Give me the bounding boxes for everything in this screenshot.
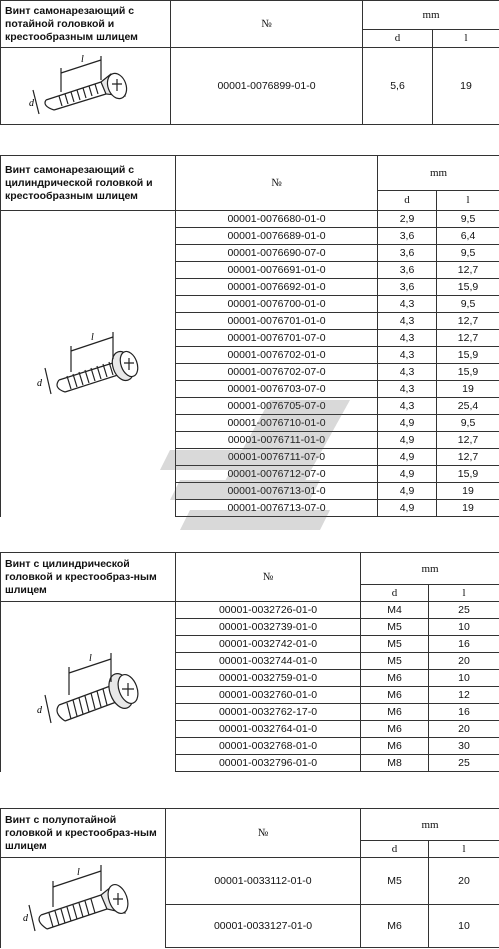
length-value: 15,9 <box>437 347 499 364</box>
parts-table <box>0 155 499 517</box>
section-raised-countersunk-machine-screw <box>0 808 499 948</box>
pan-head-screw-icon <box>1 304 176 424</box>
diameter-value: M6 <box>361 905 429 948</box>
section-countersunk-self-tapping <box>0 0 499 125</box>
diameter-value: M5 <box>361 636 429 653</box>
part-number: 00001-0033127-01-0 <box>166 905 361 948</box>
screw-illustration <box>1 211 176 517</box>
part-number: 00001-0076703-07-0 <box>176 381 378 398</box>
diameter-value: M6 <box>361 687 429 704</box>
length-value: 9,5 <box>437 415 499 432</box>
part-number: 00001-0076713-07-0 <box>176 500 378 517</box>
part-number: 00001-0032742-01-0 <box>176 636 361 653</box>
length-value: 15,9 <box>437 364 499 381</box>
part-number: 00001-0076710-01-0 <box>176 415 378 432</box>
section-title: Винт самонарезающий с цилиндрической головкой и крестообразным шлицем <box>1 156 176 211</box>
length-value: 12,7 <box>437 449 499 466</box>
part-number: 00001-0076702-01-0 <box>176 347 378 364</box>
length-value: 16 <box>429 636 499 653</box>
length-value: 19 <box>437 500 499 517</box>
raised-countersunk-screw-icon <box>1 859 166 947</box>
diameter-value: M5 <box>361 858 429 905</box>
diameter-value: M6 <box>361 721 429 738</box>
length-value: 19 <box>437 381 499 398</box>
part-number: 00001-0032744-01-0 <box>176 653 361 670</box>
diameter-value: 3,6 <box>378 262 437 279</box>
diameter-value: 4,3 <box>378 381 437 398</box>
section-title: Винт самонарезающий с потайной головкой и крестообразным шлицем <box>1 1 171 48</box>
part-number: 00001-0033112-01-0 <box>166 858 361 905</box>
section-title: Винт с полупотайной головкой и крестообраз-ным шлицем <box>1 809 166 858</box>
part-number: 00001-0076702-07-0 <box>176 364 378 381</box>
length-value: 10 <box>429 670 499 687</box>
length-value: 9,5 <box>437 211 499 228</box>
number-header: № <box>176 553 361 602</box>
length-value: 20 <box>429 721 499 738</box>
part-number: 00001-0076713-01-0 <box>176 483 378 500</box>
length-value: 25 <box>429 602 499 619</box>
part-number: 00001-0076701-01-0 <box>176 313 378 330</box>
diameter-value: 4,9 <box>378 449 437 466</box>
diameter-value: 4,3 <box>378 347 437 364</box>
diameter-value: 5,6 <box>363 48 433 125</box>
screw-illustration <box>1 48 171 125</box>
length-header: l <box>429 585 499 602</box>
diameter-value: M8 <box>361 755 429 772</box>
part-number: 00001-0076700-01-0 <box>176 296 378 313</box>
diameter-value: 4,3 <box>378 398 437 415</box>
unit-header: mm <box>361 809 499 841</box>
part-number: 00001-0076701-07-0 <box>176 330 378 347</box>
svg-text:d: d <box>23 912 28 924</box>
screw-illustration <box>1 602 176 772</box>
diameter-value: M6 <box>361 670 429 687</box>
part-number: 00001-0032760-01-0 <box>176 687 361 704</box>
diameter-value: M5 <box>361 619 429 636</box>
length-value: 12,7 <box>437 432 499 449</box>
diameter-value: M5 <box>361 653 429 670</box>
part-number: 00001-0076711-07-0 <box>176 449 378 466</box>
svg-text:d: d <box>37 704 42 716</box>
part-number: 00001-0076689-01-0 <box>176 228 378 245</box>
diameter-value: 4,3 <box>378 296 437 313</box>
svg-text:d: d <box>37 377 42 389</box>
length-value: 25,4 <box>437 398 499 415</box>
diameter-value: 4,9 <box>378 466 437 483</box>
length-value: 10 <box>429 905 499 948</box>
length-value: 25 <box>429 755 499 772</box>
diameter-value: 3,6 <box>378 228 437 245</box>
parts-table <box>0 0 499 125</box>
screw-illustration <box>1 858 166 948</box>
part-number: 00001-0032768-01-0 <box>176 738 361 755</box>
unit-header: mm <box>378 156 499 191</box>
length-header: l <box>429 841 499 858</box>
diameter-value: 4,9 <box>378 432 437 449</box>
machine-screw-icon <box>1 627 176 747</box>
svg-text:l: l <box>91 331 94 343</box>
diameter-value: 4,3 <box>378 364 437 381</box>
part-number: 00001-0076692-01-0 <box>176 279 378 296</box>
number-header: № <box>171 1 363 48</box>
length-value: 16 <box>429 704 499 721</box>
length-value: 20 <box>429 653 499 670</box>
length-value: 12,7 <box>437 330 499 347</box>
diameter-value: 2,9 <box>378 211 437 228</box>
svg-text:l: l <box>81 54 84 65</box>
part-number: 00001-0076680-01-0 <box>176 211 378 228</box>
part-number: 00001-0076711-01-0 <box>176 432 378 449</box>
length-value: 6,4 <box>437 228 499 245</box>
part-number: 00001-0032759-01-0 <box>176 670 361 687</box>
part-number: 00001-0076705-07-0 <box>176 398 378 415</box>
part-number: 00001-0076899-01-0 <box>171 48 363 125</box>
diameter-value: M4 <box>361 602 429 619</box>
diameter-value: 4,9 <box>378 483 437 500</box>
diameter-header: d <box>363 29 433 47</box>
diameter-value: M6 <box>361 704 429 721</box>
length-value: 9,5 <box>437 245 499 262</box>
part-number: 00001-0032726-01-0 <box>176 602 361 619</box>
length-value: 30 <box>429 738 499 755</box>
diameter-value: 4,9 <box>378 415 437 432</box>
length-value: 12 <box>429 687 499 704</box>
svg-text:l: l <box>77 866 80 878</box>
part-number: 00001-0032764-01-0 <box>176 721 361 738</box>
diameter-value: 3,6 <box>378 245 437 262</box>
length-value: 10 <box>429 619 499 636</box>
part-number: 00001-0076690-07-0 <box>176 245 378 262</box>
length-header: l <box>437 190 499 210</box>
length-value: 19 <box>433 48 499 125</box>
length-value: 20 <box>429 858 499 905</box>
length-value: 15,9 <box>437 279 499 296</box>
countersunk-screw-icon <box>1 48 171 124</box>
section-pan-head-self-tapping <box>0 155 499 517</box>
unit-header: mm <box>363 1 499 30</box>
part-number: 00001-0032796-01-0 <box>176 755 361 772</box>
diameter-header: d <box>361 841 429 858</box>
length-value: 9,5 <box>437 296 499 313</box>
length-value: 19 <box>437 483 499 500</box>
diameter-value: 3,6 <box>378 279 437 296</box>
part-number: 00001-0032762-17-0 <box>176 704 361 721</box>
part-number: 00001-0076712-07-0 <box>176 466 378 483</box>
parts-table <box>0 552 499 772</box>
unit-header: mm <box>361 553 499 585</box>
svg-text:d: d <box>29 98 34 109</box>
svg-text:l: l <box>89 652 92 664</box>
length-value: 12,7 <box>437 313 499 330</box>
diameter-header: d <box>361 585 429 602</box>
number-header: № <box>176 156 378 211</box>
length-header: l <box>433 29 499 47</box>
length-value: 12,7 <box>437 262 499 279</box>
length-value: 15,9 <box>437 466 499 483</box>
number-header: № <box>166 809 361 858</box>
diameter-value: 4,3 <box>378 330 437 347</box>
part-number: 00001-0032739-01-0 <box>176 619 361 636</box>
section-pan-head-machine-screw <box>0 552 499 772</box>
diameter-value: M6 <box>361 738 429 755</box>
part-number: 00001-0076691-01-0 <box>176 262 378 279</box>
parts-table <box>0 808 499 948</box>
diameter-value: 4,3 <box>378 313 437 330</box>
section-title: Винт с цилиндрической головкой и крестообраз-ным шлицем <box>1 553 176 602</box>
diameter-value: 4,9 <box>378 500 437 517</box>
diameter-header: d <box>378 190 437 210</box>
